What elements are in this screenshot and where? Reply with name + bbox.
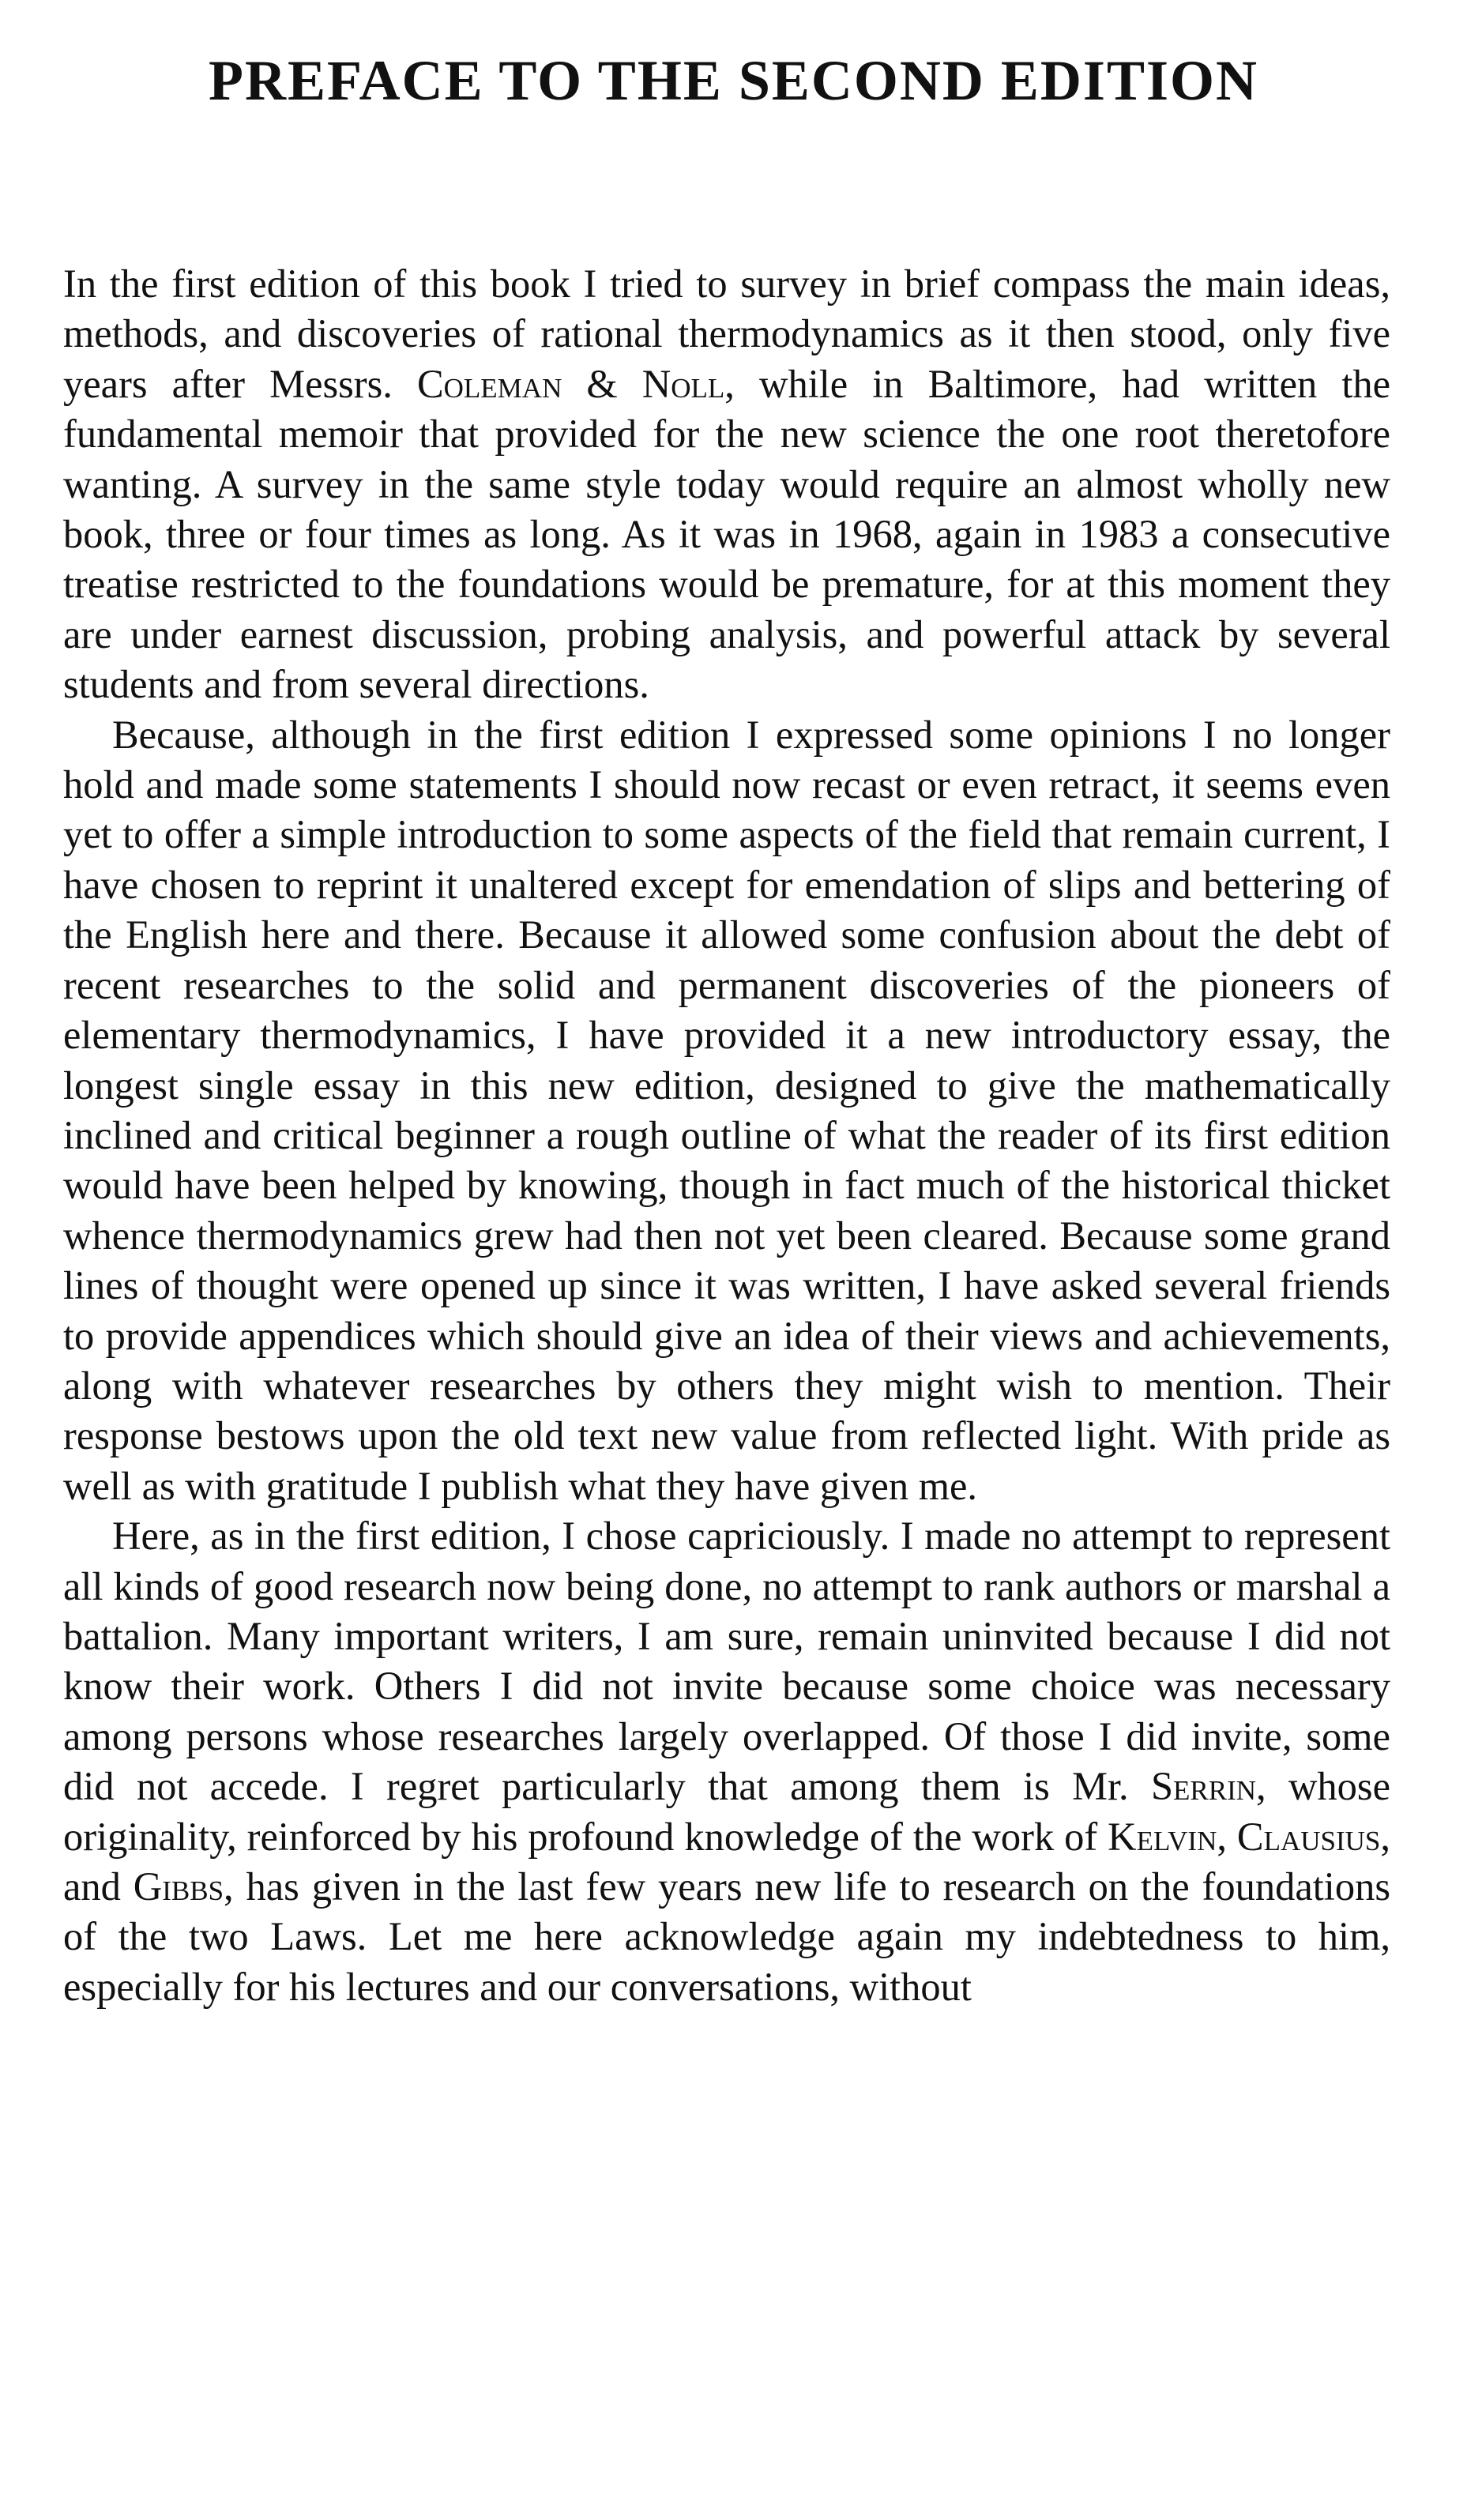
paragraph-3 bbox=[63, 1511, 1390, 2012]
text-run: , whose originality, reinforced by his profound knowledge of the work of bbox=[63, 1764, 1391, 1859]
author-name: Coleman bbox=[416, 361, 562, 406]
text-run: , while in Baltimore, had written the fundamental memoir that provided for the new science the one root theretofore wanting. A survey in the same style today would require an almost wholly new book, three or four times as long. As it was in 1968, again in 1983 a consecutive treatise restricted to the foundations would be premature, for at this moment they are under earnest discussion, probing analysis, and powerful attack by several students and from several directions. bbox=[63, 361, 1391, 707]
text-run: Here, as in the first edition, I chose capriciously. I made no attempt to represent all kinds of good research now being done, no attempt to rank authors or marshal a battalion. Many important writers, I am sure, remain uninvited because I did not know their work. Others I did not invite because some choice was necessary among persons whose researches largely overlapped. Of those I did invite, some did not accede. I regret particularly that among them is Mr. bbox=[63, 1514, 1390, 1809]
text-run: , and bbox=[63, 1814, 1391, 1909]
preface-body bbox=[63, 259, 1390, 2012]
text-run: & bbox=[562, 361, 642, 406]
author-name: Clausius bbox=[1236, 1814, 1381, 1859]
page-title: PREFACE TO THE SECOND EDITION bbox=[209, 49, 1258, 112]
paragraph-2 bbox=[63, 710, 1390, 1512]
paragraph-1 bbox=[63, 259, 1390, 710]
author-name: Gibbs bbox=[133, 1864, 224, 1909]
author-name: Noll bbox=[641, 361, 725, 406]
text-run: , has given in the last few years new life to research on the foundations of the two Laws. Let me here acknowledge again my indebtedness to him, especially for his lectures and our conversations, without bbox=[63, 1864, 1390, 2009]
text-run: Because, although in the first edition I expressed some opinions I no longer hold and made some statements I should now recast or even retract, it seems even yet to offer a simple introduction to some aspects of the field that remain current, I have chosen to reprint it unaltered except for emendation of slips and bettering of the English here and there. Because it allowed some confusion about the debt of recent researches to the solid and permanent discoveries of the pioneers of elementary thermodynamics, I have provided it a new introductory essay, the longest single essay in this new edition, designed to give the mathematically inclined and critical beginner a rough outline of what the reader of its first edition would have been helped by knowing, though in fact much of the historical thicket whence thermodynamics grew had then not yet been cleared. Because some grand lines of thought were opened up since it was written, I have asked several friends to provide appendices which should give an idea of their views and achievements, along with whatever researches by others they might wish to mention. Their response bestows upon the old text new value from reflected light. With pride as well as with gratitude I publish what they have given me. bbox=[63, 712, 1390, 1508]
text-run: , bbox=[1217, 1814, 1237, 1859]
author-name: Kelvin bbox=[1108, 1814, 1217, 1859]
text-run: In the first edition of this book I tried to survey in brief compass the main ideas, methods, and discoveries of rational thermodynamics as it then stood, only five years after Messrs. bbox=[63, 261, 1390, 406]
author-name: Serrin bbox=[1150, 1764, 1257, 1809]
